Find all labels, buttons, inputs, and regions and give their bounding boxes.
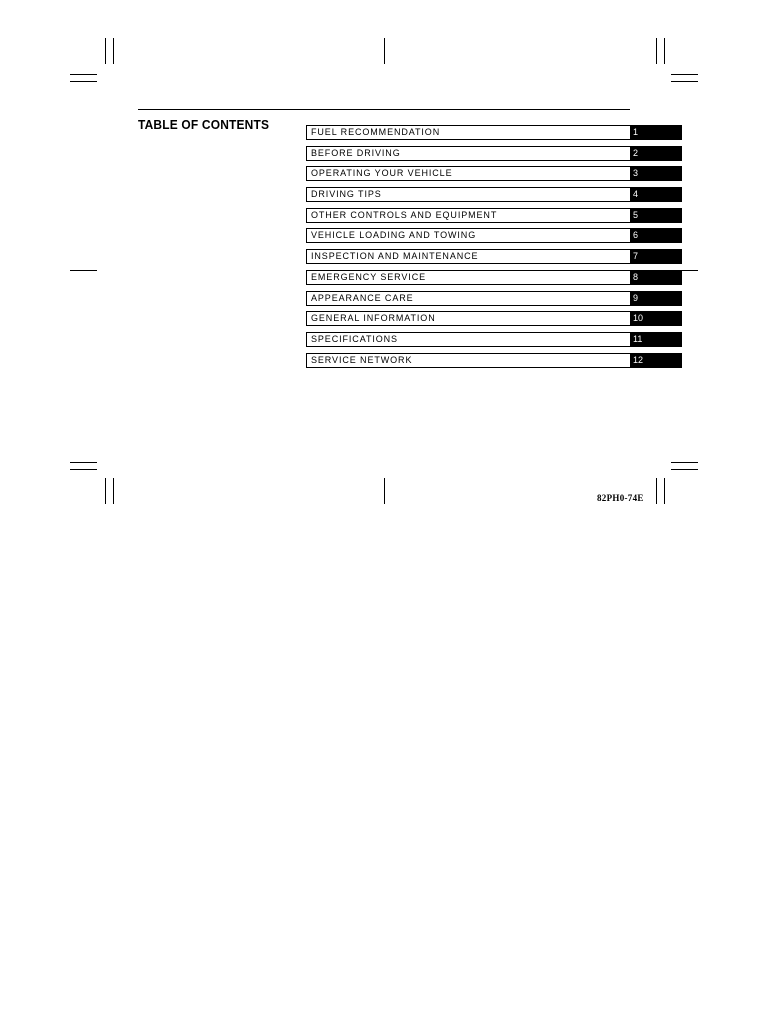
toc-item-number: 6: [630, 228, 682, 243]
toc-item[interactable]: [306, 187, 682, 202]
toc-item-label: GENERAL INFORMATION: [306, 311, 630, 326]
crop-mark: [671, 74, 698, 75]
crop-mark: [70, 469, 97, 470]
crop-mark: [671, 462, 698, 463]
toc-list: [306, 125, 682, 373]
crop-mark: [70, 270, 97, 271]
toc-item-number: 8: [630, 270, 682, 285]
crop-mark: [664, 38, 665, 64]
crop-mark: [105, 38, 106, 64]
toc-item-number: 7: [630, 249, 682, 264]
document-code: 82PH0-74E: [597, 493, 644, 503]
toc-item[interactable]: [306, 332, 682, 347]
toc-item[interactable]: [306, 146, 682, 161]
toc-item-number: 2: [630, 146, 682, 161]
crop-mark: [113, 478, 114, 504]
toc-item-label: VEHICLE LOADING AND TOWING: [306, 228, 630, 243]
toc-item-number: 1: [630, 125, 682, 140]
crop-mark: [113, 38, 114, 64]
toc-item-label: FUEL RECOMMENDATION: [306, 125, 630, 140]
crop-mark: [105, 478, 106, 504]
toc-item[interactable]: [306, 249, 682, 264]
toc-item-label: APPEARANCE CARE: [306, 291, 630, 306]
toc-item-number: 10: [630, 311, 682, 326]
crop-mark: [70, 462, 97, 463]
toc-item-label: EMERGENCY SERVICE: [306, 270, 630, 285]
toc-item[interactable]: [306, 228, 682, 243]
header-rule: [138, 109, 630, 110]
toc-item[interactable]: [306, 311, 682, 326]
toc-item[interactable]: [306, 270, 682, 285]
toc-item-label: OPERATING YOUR VEHICLE: [306, 166, 630, 181]
crop-mark: [70, 74, 97, 75]
toc-item[interactable]: [306, 166, 682, 181]
crop-mark: [671, 469, 698, 470]
toc-item-number: 3: [630, 166, 682, 181]
crop-mark: [384, 38, 385, 64]
toc-item-label: DRIVING TIPS: [306, 187, 630, 202]
toc-item-number: 4: [630, 187, 682, 202]
crop-mark: [384, 478, 385, 504]
toc-item[interactable]: [306, 208, 682, 223]
toc-item-number: 12: [630, 353, 682, 368]
crop-mark: [656, 478, 657, 504]
toc-item-label: SPECIFICATIONS: [306, 332, 630, 347]
page-title: TABLE OF CONTENTS: [138, 117, 270, 132]
crop-mark: [70, 81, 97, 82]
toc-item-label: SERVICE NETWORK: [306, 353, 630, 368]
toc-item[interactable]: [306, 291, 682, 306]
toc-item-label: OTHER CONTROLS AND EQUIPMENT: [306, 208, 630, 223]
toc-item-number: 11: [630, 332, 682, 347]
toc-item-number: 5: [630, 208, 682, 223]
toc-item-number: 9: [630, 291, 682, 306]
crop-mark: [656, 38, 657, 64]
toc-item-label: BEFORE DRIVING: [306, 146, 630, 161]
crop-mark: [682, 270, 698, 271]
crop-mark: [664, 478, 665, 504]
toc-item[interactable]: [306, 353, 682, 368]
crop-mark: [671, 81, 698, 82]
toc-item[interactable]: [306, 125, 682, 140]
toc-item-label: INSPECTION AND MAINTENANCE: [306, 249, 630, 264]
